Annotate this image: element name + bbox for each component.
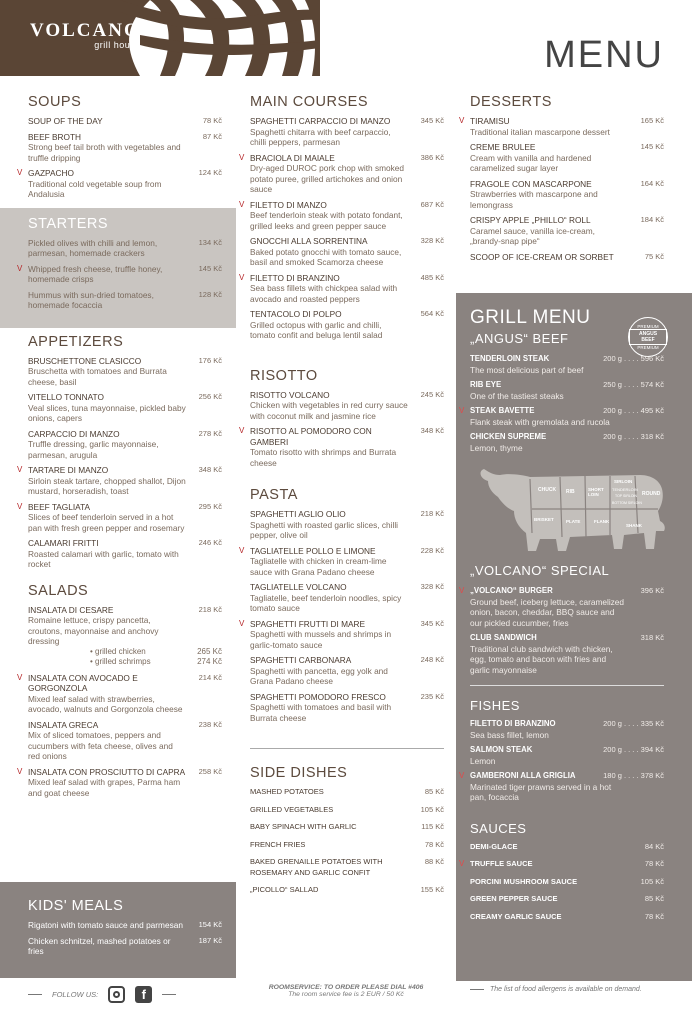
- item-desc: Whipped fresh cheese, truffle honey, homemade crisps: [28, 263, 163, 284]
- item-price: 78 Kč: [644, 911, 664, 921]
- menu-item: [250, 885, 444, 896]
- item-name: INSALATA CON PROSCIUTTO DI CAPRA: [28, 766, 186, 777]
- item-desc: Caramel sauce, vanilla ice-cream, „brandy-snap pipe“: [470, 225, 595, 246]
- item-price: 78 Kč: [424, 839, 444, 849]
- menu-item: [28, 290, 222, 311]
- item-price: 124 Kč: [198, 168, 222, 177]
- grill-heading: GRILL MENU: [470, 307, 591, 328]
- item-price: 87 Kč: [202, 131, 222, 141]
- menu-item: [459, 771, 664, 803]
- item-price: 228 Kč: [420, 545, 444, 555]
- divider: [250, 748, 444, 749]
- vegetarian-mark: V: [17, 501, 23, 511]
- zebra-pattern-band: [0, 0, 320, 76]
- item-desc: Lemon, thyme: [470, 442, 523, 453]
- item-desc: Flank steak with gremolata and rucola: [470, 416, 610, 427]
- column-right: [456, 76, 692, 267]
- sub-label: • grilled schrimps: [90, 657, 151, 666]
- item-price: 78 Kč: [202, 116, 222, 125]
- item-desc: Spaghetti with mussels and shrimps in garlic-tomato sauce: [250, 629, 392, 650]
- item-desc: Bruschetta with tomatoes and Burrata cheese, basil: [28, 366, 167, 387]
- item-name: CALAMARI FRITTI: [28, 538, 99, 548]
- item-desc: Mix of sliced tomatoes, peppers and cucumbers with feta cheese, olives and red onions: [28, 730, 173, 761]
- vegetarian-mark: V: [239, 152, 245, 162]
- item-price: 145 Kč: [198, 263, 222, 273]
- divider: [470, 685, 664, 686]
- vegetarian-mark: V: [459, 116, 465, 125]
- menu-item: [250, 857, 444, 878]
- salads-section: [0, 575, 236, 799]
- menu-item: [250, 509, 444, 541]
- menu-item: [17, 263, 222, 285]
- appetizers-heading: APPETIZERS: [28, 333, 124, 350]
- item-desc: Rigatoni with tomato sauce and parmesan: [28, 920, 183, 930]
- menu-item: [250, 805, 444, 816]
- item-price: 248 Kč: [420, 655, 444, 664]
- item-desc: Cream with vanilla and hardened caramelized sugar layer: [470, 152, 592, 173]
- item-desc: Sea bass fillet, lemon: [470, 729, 549, 740]
- menu-item: [470, 252, 664, 263]
- menu-item: [239, 152, 444, 195]
- menu-item: [17, 766, 222, 799]
- item-price: 105 Kč: [640, 876, 664, 886]
- item-name: RISOTTO VOLCANO: [250, 389, 330, 400]
- menu-item: [28, 392, 222, 424]
- menu-item: [250, 390, 444, 422]
- fishes-heading: FISHES: [470, 698, 520, 713]
- item-price: 85 Kč: [644, 894, 664, 903]
- item-price: 134 Kč: [198, 237, 222, 247]
- cow-label-round: ROUND: [642, 491, 661, 497]
- item-price: 348 Kč: [420, 426, 444, 435]
- sides-heading: SIDE DISHES: [250, 765, 348, 781]
- item-name: INSALATA GRECA: [28, 719, 99, 730]
- menu-item: [470, 215, 664, 247]
- vegetarian-mark: V: [459, 771, 465, 780]
- footer-line: [470, 989, 484, 990]
- item-price: 165 Kč: [640, 116, 664, 125]
- cow-label-sirloin: SIRLOIN: [614, 479, 633, 484]
- item-desc: Strawberries with mascarpone and lemongrass: [470, 189, 598, 210]
- item-desc: Veal slices, tuna mayonnaise, pickled baby onions, capers: [28, 402, 186, 423]
- menu-item: [470, 894, 664, 905]
- cow-label-shank: SHANK: [626, 523, 643, 528]
- footer-social: [28, 986, 228, 1003]
- item-name: SPAGHETTI FRUTTI DI MARE: [250, 618, 366, 629]
- item-desc: Sirloin steak tartare, chopped shallot, Dijon mustard, horseradish, toast: [28, 475, 186, 496]
- item-name: GRILLED VEGETABLES: [250, 804, 334, 814]
- item-desc: Chicken with vegetables in red curry sauce with coconut milk and jasmine rice: [250, 400, 408, 421]
- item-price: 218 Kč: [420, 509, 444, 518]
- menu-item: [28, 605, 222, 668]
- item-name: CREME BRULEE: [470, 142, 536, 152]
- item-name: SALMON STEAK: [470, 745, 533, 754]
- item-name: TENDERLOIN STEAK: [470, 354, 550, 363]
- item-desc: Traditional italian mascarpone dessert: [470, 126, 610, 137]
- item-name: GNOCCHI ALLA SORRENTINA: [250, 236, 368, 246]
- item-price: 128 Kč: [198, 289, 222, 299]
- menu-item: [28, 238, 222, 259]
- item-price: 687 Kč: [420, 199, 444, 209]
- item-name: GREEN PEPPER SAUCE: [470, 894, 558, 903]
- item-name: GAZPACHO: [28, 168, 74, 178]
- item-desc: Grilled octopus with garlic and chilli, tomato confit and beluga lentil salad: [250, 319, 383, 340]
- item-price: 564 Kč: [420, 309, 444, 318]
- item-name: RIB EYE: [470, 380, 502, 389]
- menu-item: [250, 236, 444, 268]
- item-desc: The most delicious part of beef: [470, 364, 584, 375]
- volcano-heading: „VOLCANO“ SPECIAL: [470, 563, 610, 578]
- menu-item: [239, 426, 444, 468]
- starters-section: [0, 208, 236, 328]
- column-middle: [236, 76, 456, 903]
- item-name: BRUSCHETTONE CLASICCO: [28, 355, 142, 366]
- item-price: 88 Kč: [424, 857, 444, 866]
- footer-line: [28, 994, 42, 995]
- item-name: GAMBERONI ALLA GRIGLIA: [470, 771, 576, 780]
- facebook-icon[interactable]: f: [135, 986, 152, 1003]
- cow-label-bottom-sirloin: BOTTOM SIRLOIN: [612, 501, 642, 505]
- item-name: CRISPY APPLE „PHILLO“ ROLL: [470, 215, 591, 225]
- item-price: 278 Kč: [198, 428, 222, 438]
- item-desc: Tagliatelle with chicken in cream-lime sauce with Grana Padano cheese: [250, 556, 387, 577]
- item-price: 250 g . . . . 574 Kč: [603, 380, 664, 389]
- item-name: CREAMY GARLIC SAUCE: [470, 911, 562, 921]
- item-price: 258 Kč: [198, 766, 222, 776]
- grill-menu-section: [456, 293, 692, 981]
- soups-section: [0, 76, 236, 200]
- menu-item: [470, 842, 664, 853]
- badge-mid: ANGUS BEEF: [629, 329, 667, 345]
- menu-item: [459, 859, 664, 870]
- soups-heading: SOUPS: [28, 94, 82, 110]
- item-price: 75 Kč: [644, 251, 664, 261]
- menu-item: [459, 586, 664, 628]
- vegetarian-mark: V: [239, 199, 245, 209]
- risotto-section: [236, 346, 456, 469]
- item-desc: Hummus with sun-dried tomatoes, homemade focaccia: [28, 289, 154, 310]
- vegetarian-mark: V: [17, 263, 23, 273]
- desserts-heading: DESSERTS: [470, 94, 552, 110]
- vegetarian-mark: V: [239, 618, 245, 628]
- item-desc: Traditional club sandwich with chicken, egg, tomato and bacon with fries and garlic mayonnaise: [470, 643, 613, 675]
- menu-item: [17, 672, 222, 715]
- item-name: SPAGHETTI CARPACCIO DI MANZO: [250, 116, 391, 126]
- vegetarian-mark: V: [239, 426, 245, 435]
- cow-label-top-sirloin: TOP SIRLOIN: [615, 494, 638, 498]
- follow-us-label: FOLLOW US:: [52, 990, 99, 999]
- item-price: 214 Kč: [198, 672, 222, 682]
- item-name: TARTARE DI MANZO: [28, 465, 109, 475]
- item-price: 246 Kč: [198, 538, 222, 547]
- menu-item: [470, 354, 664, 375]
- item-name: CARPACCIO DI MANZO: [28, 428, 120, 439]
- menu-item: [28, 720, 222, 762]
- menu-item: [239, 618, 444, 651]
- item-price: 200 g . . . . 495 Kč: [603, 406, 664, 415]
- angus-badge: [628, 317, 668, 357]
- item-name: „VOLCANO“ BURGER: [470, 586, 553, 595]
- item-name: TENTACOLO DI POLPO: [250, 309, 342, 319]
- menu-item: [17, 168, 222, 200]
- item-name: TAGLIATELLE POLLO E LIMONE: [250, 545, 376, 556]
- item-desc: Tomato risotto with shrimps and Burrata cheese: [250, 447, 397, 468]
- item-name: BAKED GRENAILLE POTATOES WITH ROSEMARY AND GARLIC CONFIT: [250, 857, 383, 877]
- cow-label-rib: RIB: [566, 489, 575, 495]
- kids-heading: KIDS' MEALS: [28, 898, 124, 914]
- item-name: INSALATA CON AVOCADO E GORGONZOLA: [28, 672, 138, 693]
- item-price: 200 g . . . . 318 Kč: [603, 432, 664, 441]
- menu-item: [28, 538, 222, 570]
- item-name: BRACIOLA DI MAIALE: [250, 152, 335, 163]
- item-price: 245 Kč: [420, 389, 444, 399]
- item-name: BEEF BROTH: [28, 131, 82, 142]
- sub-label: • grilled chicken: [90, 646, 146, 656]
- item-desc: Pickled olives with chilli and lemon, parmesan, homemade crackers: [28, 237, 158, 258]
- item-price: 155 Kč: [420, 885, 444, 894]
- salads-heading: SALADS: [28, 582, 89, 599]
- item-desc: Baked potato gnocchi with tomato sauce, basil and smoked Scamorza cheese: [250, 246, 402, 267]
- item-price: 85 Kč: [424, 787, 444, 796]
- menu-item: [239, 199, 444, 232]
- menu-item: [470, 380, 664, 401]
- vegetarian-mark: V: [239, 545, 245, 555]
- item-price: 485 Kč: [420, 272, 444, 282]
- menu-item: [470, 179, 664, 211]
- menu-item: [28, 936, 222, 957]
- item-desc: Romaine lettuce, crispy pancetta, croutons, mayonnaise and anchovy dressing: [28, 615, 159, 646]
- item-name: „PICOLLO“ SALLAD: [250, 885, 319, 894]
- item-name: STEAK BAVETTE: [470, 406, 535, 415]
- badge-top: PREMIUM: [637, 324, 659, 329]
- item-price: 154 Kč: [198, 920, 222, 929]
- cow-label-chuck: CHUCK: [538, 487, 557, 493]
- main-heading: MAIN COURSES: [250, 94, 368, 110]
- item-name: CHICKEN SUPREME: [470, 432, 547, 441]
- pasta-section: [236, 473, 456, 723]
- item-desc: Tagliatelle, beef tenderloin noodles, spicy tomato sauce: [250, 592, 402, 613]
- item-price: 235 Kč: [420, 691, 444, 701]
- item-desc: Spaghetti with roasted garlic slices, chilli pepper, olive oil: [250, 519, 399, 540]
- brand-tagline: grill house: [94, 40, 141, 50]
- vegetarian-mark: V: [459, 586, 465, 595]
- pasta-heading: PASTA: [250, 487, 298, 503]
- vegetarian-mark: V: [459, 406, 465, 415]
- item-name: FRAGOLE CON MASCARPONE: [470, 178, 592, 189]
- item-name: FRENCH FRIES: [250, 839, 306, 849]
- item-name: SCOOP OF ICE-CREAM OR SORBET: [470, 251, 614, 262]
- item-name: FILETTO DI BRANZINO: [470, 719, 556, 728]
- sub-price: 274 Kč: [197, 657, 222, 666]
- menu-item: [250, 309, 444, 341]
- menu-title: MENU: [544, 34, 664, 76]
- item-name: TRUFFLE SAUCE: [470, 859, 533, 868]
- menu-item: [17, 465, 222, 497]
- sub-option: [28, 647, 222, 658]
- cow-label-brisket: BRISKET: [534, 517, 554, 522]
- vegetarian-mark: V: [17, 168, 23, 177]
- desserts-section: [456, 76, 692, 262]
- menu-item: [250, 582, 444, 614]
- item-price: 328 Kč: [420, 582, 444, 591]
- menu-item: [470, 432, 664, 453]
- item-price: 145 Kč: [640, 142, 664, 151]
- menu-item: [250, 116, 444, 148]
- item-price: 164 Kč: [640, 178, 664, 188]
- sub-price: 265 Kč: [197, 646, 222, 656]
- angus-heading: „ANGUS“ BEEF: [470, 331, 569, 346]
- brand-logo: [30, 20, 141, 50]
- menu-item: [459, 116, 664, 137]
- roomservice-fee: The room service fee is 2 EUR / 50 Kč: [288, 991, 404, 998]
- item-desc: Sea bass fillets with chickpea salad with avocado and roasted peppers: [250, 283, 398, 304]
- column-left: [0, 76, 236, 803]
- item-desc: Chicken schnitzel, mashed potatoes or fries: [28, 935, 171, 956]
- brand-name: VOLCANO: [30, 20, 141, 41]
- item-desc: Dry-aged DUROC pork chop with smoked potato puree, grilled artichokes and onion sauce: [250, 163, 405, 194]
- menu-item: [239, 545, 444, 578]
- menu-item: [459, 406, 664, 427]
- item-price: 200 g . . . . 335 Kč: [603, 719, 664, 728]
- cow-label-short-loin: SHORT LOIN: [588, 487, 604, 497]
- starters-heading: STARTERS: [28, 215, 109, 232]
- menu-item: [28, 429, 222, 461]
- item-name: TAGLIATELLE VOLCANO: [250, 582, 347, 592]
- item-price: 78 Kč: [644, 859, 664, 868]
- item-desc: Spaghetti with pancetta, egg yolk and Grana Padano cheese: [250, 665, 388, 686]
- cow-label-plate: PLATE: [566, 519, 581, 524]
- appetizers-section: [0, 328, 236, 570]
- menu-item: [470, 633, 664, 675]
- item-desc: Spaghetti with tomatoes and basil with Burrata cheese: [250, 702, 392, 723]
- instagram-icon[interactable]: [108, 986, 125, 1003]
- item-price: 345 Kč: [420, 116, 444, 125]
- item-price: 328 Kč: [420, 236, 444, 245]
- item-name: FILETTO DI BRANZINO: [250, 272, 340, 283]
- item-price: 187 Kč: [198, 935, 222, 945]
- item-name: SPAGHETTI POMODORO FRESCO: [250, 691, 386, 702]
- item-desc: Traditional cold vegetable soup from Andalusia: [28, 178, 162, 199]
- item-desc: Mixed leaf salad with grapes, Parma ham and goat cheese: [28, 777, 181, 798]
- item-price: 238 Kč: [198, 719, 222, 729]
- menu-item: [470, 745, 664, 766]
- menu-item: [470, 719, 664, 740]
- cow-label-flank: FLANK: [594, 519, 610, 524]
- item-name: BABY SPINACH WITH GARLIC: [250, 822, 357, 831]
- item-name: INSALATA DI CESARE: [28, 604, 114, 615]
- menu-item: [250, 822, 444, 833]
- item-name: MASHED POTATOES: [250, 787, 324, 796]
- item-price: 348 Kč: [198, 465, 222, 474]
- risotto-heading: RISOTTO: [250, 367, 318, 384]
- vegetarian-mark: V: [459, 859, 465, 868]
- item-price: 200 g . . . . 394 Kč: [603, 745, 664, 754]
- menu-item: [250, 840, 444, 851]
- cow-label-tenderloin: TENDERLOIN: [612, 487, 638, 492]
- menu-item: [250, 692, 444, 724]
- menu-item: [470, 142, 664, 174]
- sub-option: [28, 657, 222, 668]
- item-name: CLUB SANDWICH: [470, 633, 537, 642]
- item-price: 256 Kč: [198, 392, 222, 401]
- item-name: TIRAMISU: [470, 116, 510, 126]
- menu-item: [28, 116, 222, 127]
- header: [0, 0, 692, 76]
- item-name: RISOTTO AL POMODORO CON GAMBERI: [250, 426, 372, 447]
- menu-item: [28, 920, 222, 931]
- item-desc: Spaghetti chitarra with beef carpaccio, chilli peppers, parmesan: [250, 126, 391, 147]
- sauces-heading: SAUCES: [470, 820, 527, 836]
- kids-section: [0, 882, 236, 978]
- item-name: VITELLO TONNATO: [28, 392, 104, 402]
- side-dishes-section: [236, 728, 456, 896]
- menu-item: [239, 272, 444, 305]
- item-price: 318 Kč: [640, 633, 664, 642]
- item-desc: Beef tenderloin steak with potato fondant, grilled leeks and green pepper sauce: [250, 210, 403, 231]
- item-price: 176 Kč: [198, 355, 222, 365]
- item-desc: Lemon: [470, 755, 496, 766]
- item-price: 345 Kč: [420, 618, 444, 628]
- menu-item: [17, 501, 222, 534]
- main-courses-section: [236, 76, 456, 341]
- item-desc: Ground beef, iceberg lettuce, caramelized onion, bacon, cheddar, BBQ sauce and our pickled cucumber, fries: [470, 596, 625, 628]
- item-price: 115 Kč: [421, 822, 444, 831]
- menu-item: [28, 132, 222, 164]
- item-price: 396 Kč: [640, 586, 664, 595]
- item-desc: Mixed leaf salad with strawberries, avocado, walnuts and Gorgonzola cheese: [28, 693, 183, 714]
- item-name: SPAGHETTI AGLIO OLIO: [250, 509, 346, 519]
- vegetarian-mark: V: [17, 766, 23, 776]
- item-price: 84 Kč: [644, 841, 664, 851]
- vegetarian-mark: V: [17, 465, 23, 474]
- item-name: PORCINI MUSHROOM SAUCE: [470, 876, 578, 886]
- item-name: FILETTO DI MANZO: [250, 199, 327, 210]
- cow-diagram: [470, 461, 664, 557]
- item-price: 218 Kč: [198, 604, 222, 614]
- menu-item: [470, 877, 664, 888]
- footer-roomservice: [236, 984, 456, 998]
- roomservice-line: ROOMSERVICE: TO ORDER PLEASE DIAL #406: [268, 984, 424, 991]
- footer-line: [162, 994, 176, 995]
- menu-item: [250, 655, 444, 687]
- item-price: 386 Kč: [420, 152, 444, 162]
- item-price: 180 g . . . . 378 Kč: [603, 771, 664, 780]
- allergens-note: The list of food allergens is available on demand.: [490, 986, 642, 993]
- menu-item: [470, 912, 664, 923]
- item-price: 200 g . . . . 596 Kč: [603, 354, 664, 363]
- vegetarian-mark: V: [239, 272, 245, 282]
- item-price: 105 Kč: [420, 804, 444, 814]
- item-name: SPAGHETTI CARBONARA: [250, 655, 352, 665]
- badge-bottom: PREMIUM: [637, 345, 659, 350]
- item-desc: Truffle dressing, garlic mayonnaise, parmesan, arugula: [28, 439, 159, 460]
- item-name: DEMI-GLACE: [470, 841, 518, 851]
- item-desc: Marinated tiger prawns served in a hot pan, focaccia: [470, 781, 612, 802]
- item-desc: Strong beef tail broth with vegetables and truffle dripping: [28, 142, 181, 163]
- item-price: 295 Kč: [198, 501, 222, 511]
- item-name: BEEF TAGLIATA: [28, 501, 91, 512]
- item-price: 184 Kč: [640, 215, 664, 224]
- item-desc: One of the tastiest steaks: [470, 390, 564, 401]
- footer-allergens: [470, 986, 680, 993]
- vegetarian-mark: V: [17, 672, 23, 682]
- menu-item: [28, 356, 222, 388]
- item-desc: Slices of beef tenderloin served in a hot pan with fresh green pepper and rosemary: [28, 512, 185, 533]
- item-name: SOUP OF THE DAY: [28, 116, 103, 126]
- item-desc: Roasted calamari with garlic, tomato with rocket: [28, 548, 179, 569]
- menu-item: [250, 787, 444, 798]
